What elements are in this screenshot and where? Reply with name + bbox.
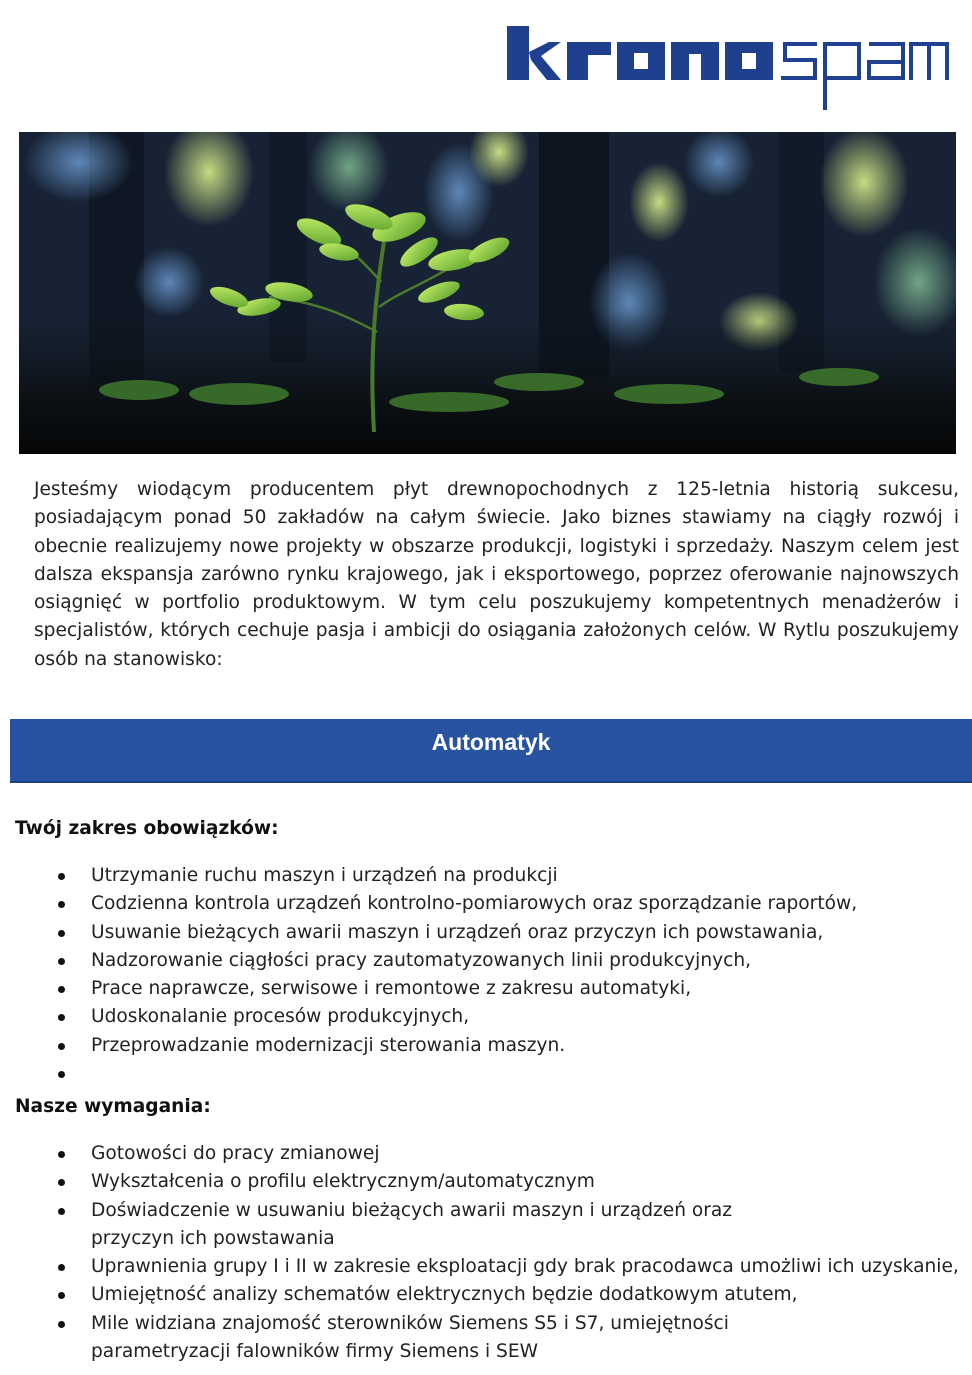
list-item: Uprawnienia grupy I i II w zakresie eksploatacji gdy brak pracodawca umożliwi ich uzyskanie, bbox=[55, 1253, 935, 1281]
kronospan-logo bbox=[505, 22, 950, 114]
list-item: Przeprowadzanie modernizacji sterowania maszyn. bbox=[55, 1032, 955, 1060]
bullet-icon bbox=[58, 986, 65, 993]
responsibilities-list bbox=[55, 862, 955, 1088]
requirements-heading: Nasze wymagania: bbox=[15, 1096, 211, 1117]
bullet-icon bbox=[58, 1208, 65, 1215]
bullet-icon bbox=[58, 1071, 65, 1078]
bullet-icon bbox=[58, 873, 65, 880]
list-item bbox=[55, 1060, 955, 1088]
bullet-icon bbox=[58, 1321, 65, 1328]
list-item: Umiejętność analizy schematów elektrycznych będzie dodatkowym atutem, bbox=[55, 1281, 935, 1309]
bullet-icon bbox=[58, 930, 65, 937]
bullet-icon bbox=[58, 901, 65, 908]
list-item: Mile widziana znajomość sterowników Siemens S5 i S7, umiejętności parametryzacji falowników firmy Siemens i SEW bbox=[55, 1310, 935, 1367]
list-item: Udoskonalanie procesów produkcyjnych, bbox=[55, 1003, 955, 1031]
tree-seedling-photo bbox=[19, 132, 956, 454]
bullet-icon bbox=[58, 1151, 65, 1158]
job-title: Automatyk bbox=[431, 729, 551, 755]
list-item: Wykształcenia o profilu elektrycznym/automatycznym bbox=[55, 1168, 935, 1196]
hero-image bbox=[19, 132, 956, 454]
list-item: Doświadczenie w usuwaniu bieżących awarii maszyn i urządzeń oraz przyczyn ich powstawania bbox=[55, 1197, 935, 1254]
responsibilities-heading: Twój zakres obowiązków: bbox=[15, 818, 279, 839]
bullet-icon bbox=[58, 1043, 65, 1050]
bullet-icon bbox=[58, 1292, 65, 1299]
bullet-icon bbox=[58, 1179, 65, 1186]
list-item: Codzienna kontrola urządzeń kontrolno-pomiarowych oraz sporządzanie raportów, bbox=[55, 890, 955, 918]
bullet-icon bbox=[58, 1014, 65, 1021]
bullet-icon bbox=[58, 958, 65, 965]
list-item: Usuwanie bieżących awarii maszyn i urządzeń oraz przyczyn ich powstawania, bbox=[55, 919, 955, 947]
list-item: Utrzymanie ruchu maszyn i urządzeń na produkcji bbox=[55, 862, 955, 890]
list-item: Gotowości do pracy zmianowej bbox=[55, 1140, 935, 1168]
list-item: Nadzorowanie ciągłości pracy zautomatyzowanych linii produkcyjnych, bbox=[55, 947, 955, 975]
job-title-banner bbox=[10, 719, 972, 783]
requirements-list bbox=[55, 1140, 959, 1366]
company-intro-paragraph: Jesteśmy wiodącym producentem płyt drewnopochodnych z 125-letnia historią sukcesu, posiadającym ponad 50 zakładów na całym świecie. Jako biznes stawiamy na ciągły rozwój i obecnie realizujemy nowe projekty w obszarze produkcji, logistyki i sprzedaży. Naszym celem jest dalsza ekspansja zarówno rynku krajowego, jak i eksportowego, poprzez oferowanie najnowszych osiągnięć w portfolio produktowym. W tym celu poszukujemy kompetentnych menadżerów i specjalistów, których cechuje pasja i ambicji do osiągania założonych celów. W Rytlu poszukujemy osób na stanowisko: bbox=[34, 479, 959, 670]
list-item: Prace naprawcze, serwisowe i remontowe z zakresu automatyki, bbox=[55, 975, 955, 1003]
bullet-icon bbox=[58, 1264, 65, 1271]
